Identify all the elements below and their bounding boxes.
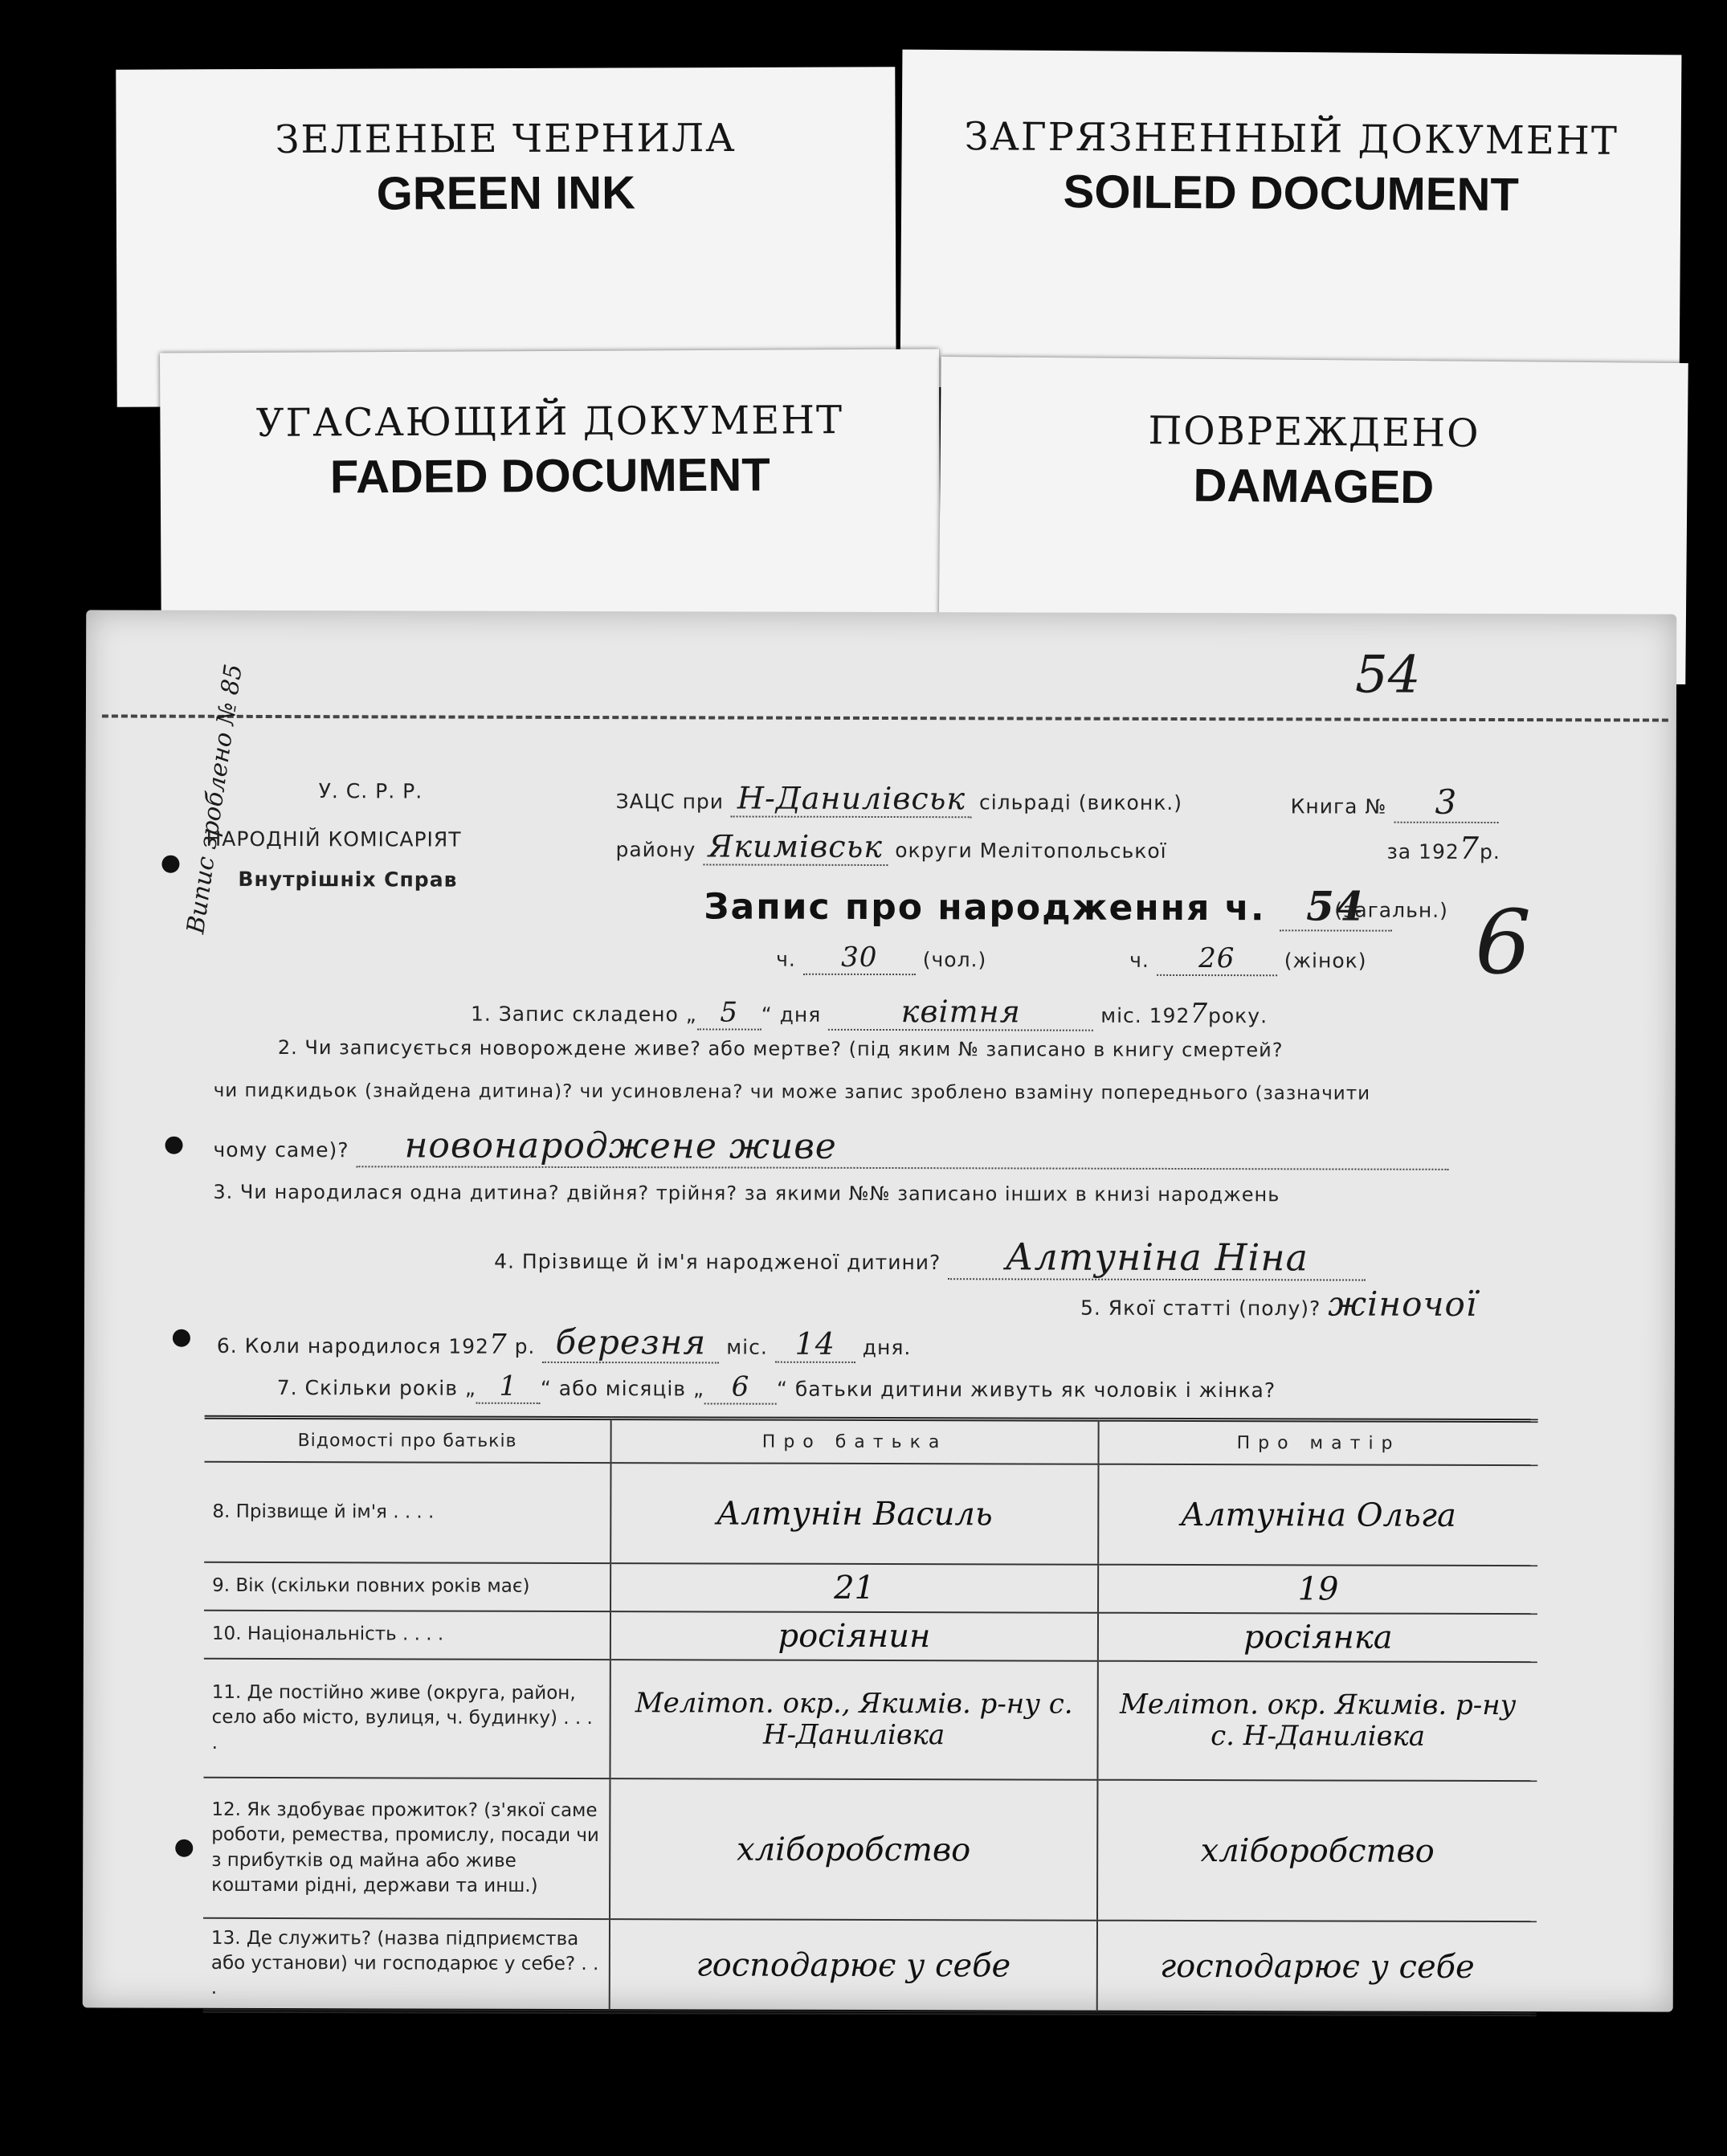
q2-line3	[213, 1125, 1448, 1170]
corner-mark: 6	[1475, 890, 1532, 994]
q5-label: 5. Якої статті (полу)?	[1080, 1296, 1321, 1321]
zags-label: ЗАЦС при	[615, 790, 725, 814]
perforation-line	[102, 714, 1668, 721]
q6-line	[217, 1321, 912, 1364]
q6-month: березня	[542, 1322, 719, 1364]
q3-line: 3. Чи народилася одна дитина? двійня? трійня? за якими №№ записано інших в книзі народжень	[213, 1180, 1280, 1207]
table-row	[204, 1462, 1537, 1566]
q1-suffix: міс. 192	[1100, 1003, 1190, 1028]
label-en: SOILED DOCUMENT	[1063, 165, 1520, 221]
label-ru: ЗЕЛЕНЫЕ ЧЕРНИЛА	[275, 115, 737, 163]
q6-mis: міс.	[726, 1335, 768, 1359]
q5-answer: жіночої	[1328, 1284, 1478, 1324]
q7-months: 6	[704, 1370, 777, 1404]
female-count: 26	[1157, 942, 1277, 976]
year-line	[1386, 831, 1500, 866]
label-en: GREEN INK	[376, 166, 636, 220]
q7-mid: “ або місяців „	[540, 1376, 705, 1401]
mother-answer: господарює у себе	[1097, 1921, 1537, 2014]
year-value: 7	[1459, 830, 1480, 866]
q1-day: 5	[697, 996, 761, 1030]
row-question: 12. Як здобуває прожиток? (з'якої саме роботи, ремества, промислу, посади чи з прибутків од майна або живе коштами рідні, держави та инш.)	[203, 1778, 610, 1919]
rayon-line	[615, 828, 1166, 867]
female-count-line	[1129, 942, 1366, 977]
row-question: 10. Національність . . . .	[204, 1611, 610, 1660]
row-question: 9. Вік (скільки повних років має)	[204, 1562, 610, 1611]
label-en: FADED DOCUMENT	[329, 448, 770, 504]
q1-month: квітня	[828, 994, 1093, 1031]
punch-hole	[161, 855, 179, 873]
rayon-label: району	[615, 838, 696, 862]
female-prefix: ч.	[1129, 948, 1149, 972]
zags-suffix: сільраді (виконк.)	[978, 790, 1183, 815]
male-count-line	[776, 941, 986, 976]
male-prefix: ч.	[776, 947, 796, 971]
label-card-soiled-document	[900, 50, 1682, 393]
q6-end: дня.	[862, 1335, 912, 1360]
father-answer: Мелітоп. окр., Якимів. р-ну с. Н-Данилівка	[610, 1660, 1097, 1780]
title-text: Запис про народження ч.	[704, 886, 1266, 929]
zags-value: Н-Данилівськ	[731, 781, 972, 819]
birth-record-form	[83, 610, 1677, 2011]
general-label: (загальн.)	[1334, 898, 1448, 922]
header-ussr: У. С. Р. Р.	[318, 779, 423, 803]
q5-line	[1080, 1284, 1477, 1324]
margin-note: Випис зроблено № 85	[182, 662, 248, 936]
mother-answer: хліборобство	[1097, 1780, 1537, 1921]
q6-day: 14	[775, 1326, 855, 1363]
male-label: (чол.)	[922, 948, 987, 972]
q1-year: 7	[1190, 998, 1209, 1031]
q4-answer: Алтуніна Ніна	[948, 1235, 1366, 1280]
father-answer: господарює у себе	[610, 1919, 1097, 2013]
q7-line	[277, 1370, 1276, 1406]
row-question: 8. Прізвище й ім'я . . . .	[204, 1462, 610, 1563]
label-ru: ПОВРЕЖДЕНО	[1148, 408, 1480, 456]
header-father: Про батька	[611, 1419, 1099, 1464]
table-row	[203, 1918, 1537, 2014]
father-answer: росіянин	[610, 1611, 1098, 1661]
header-internal-affairs: Внутрішніх Справ	[238, 867, 458, 892]
okrug-label: округи Мелітопольської	[895, 839, 1167, 863]
q2-answer: новонароджене живе	[356, 1125, 1448, 1170]
q1-mid: “ дня	[761, 1002, 822, 1027]
q7-years: 1	[476, 1370, 541, 1404]
q1-prefix: 1. Запис складено „	[470, 1002, 697, 1027]
q7-end: “ батьки дитини живуть як чоловік і жінка?	[776, 1377, 1276, 1403]
page-number: 54	[1354, 645, 1421, 705]
header-mother: Про матір	[1099, 1419, 1538, 1465]
row-question: 11. Де постійно живе (округа, район, село або місто, вулиця, ч. будинку) . . . .	[203, 1659, 610, 1778]
table-row	[204, 1611, 1537, 1662]
q6-prefix: 6. Коли народилося 192	[216, 1333, 490, 1358]
book-value: 3	[1394, 782, 1498, 823]
q4-label: 4. Прізвище й ім'я народженої дитини?	[494, 1249, 941, 1275]
q4-line	[494, 1234, 1366, 1281]
year-label: за 192	[1386, 839, 1460, 864]
table-row	[204, 1562, 1537, 1614]
row-question: 13. Де служить? (назва підприємства або установи) чи господарює у себе? . . .	[203, 1918, 610, 2011]
q7-prefix: 7. Скільки років „	[276, 1376, 476, 1400]
label-ru: ЗАГРЯЗНЕННЫЙ ДОКУМЕНТ	[964, 114, 1619, 164]
parents-table	[203, 1415, 1538, 2016]
q2-line1: 2. Чи записується новорождене живе? або мертве? (під яким № записано в книгу смертей?	[277, 1036, 1284, 1062]
q6-mid: р.	[514, 1334, 536, 1358]
punch-hole	[165, 1137, 183, 1154]
header-commissariat: НАРОДНІЙ КОМІСАРІЯТ	[206, 827, 462, 851]
father-answer: хліборобство	[610, 1778, 1097, 1921]
rayon-value: Якимівськ	[703, 828, 888, 866]
mother-answer: росіянка	[1098, 1613, 1537, 1662]
punch-hole	[175, 1840, 193, 1857]
book-line	[1291, 782, 1499, 823]
punch-hole	[173, 1329, 190, 1347]
table-header-row	[205, 1417, 1538, 1465]
q2-line2: чи пидкидьок (знайдена дитина)? чи усиновлена? чи може запис зроблено взаміну попереднього (зазначити	[213, 1080, 1371, 1105]
table-row	[203, 1778, 1537, 1921]
q2-line3-prefix: чому саме)?	[213, 1137, 349, 1162]
mother-answer: 19	[1098, 1565, 1537, 1614]
table-row	[203, 1659, 1537, 1781]
form-title	[704, 880, 1392, 931]
header-parents-info: Відомості про батьків	[205, 1417, 611, 1463]
label-ru: УГАСАЮЩИЙ ДОКУМЕНТ	[255, 398, 844, 446]
mother-answer: Мелітоп. окр. Якимів. р-ну с. Н-Данилівка	[1097, 1661, 1537, 1781]
mother-answer: Алтуніна Ольга	[1098, 1464, 1537, 1566]
record-number: 54	[1280, 882, 1392, 931]
father-answer: Алтунін Василь	[610, 1463, 1098, 1565]
q6-year: 7	[488, 1328, 508, 1361]
male-count: 30	[803, 941, 916, 975]
q1-end: року.	[1208, 1004, 1268, 1028]
label-en: DAMAGED	[1193, 459, 1435, 514]
year-suffix: р.	[1479, 839, 1500, 864]
father-answer: 21	[610, 1563, 1098, 1613]
female-label: (жінок)	[1284, 949, 1367, 973]
zags-line	[616, 780, 1182, 819]
book-label: Книга №	[1290, 794, 1387, 819]
q1-line	[471, 993, 1268, 1032]
